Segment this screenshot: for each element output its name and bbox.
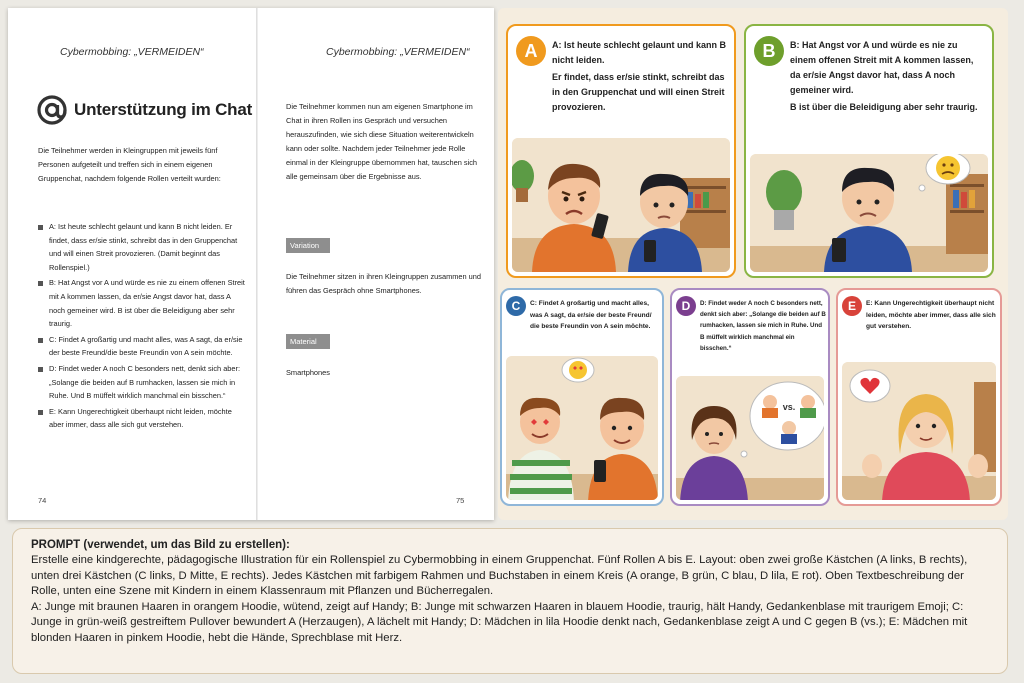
variation-label: Variation [286, 238, 330, 253]
role-item-a: A: Ist heute schlecht gelaunt und kann B nicht leiden. Er findet, dass er/sie stinkt, schreibt das in den Gruppenchat und will einen Streit provozieren. (Damit beginnt das Rollenspiel.) [38, 220, 248, 274]
panel-b-scene [750, 154, 988, 272]
panel-a-desc: Er findet, dass er/sie stinkt, schreibt das in den Gruppenchat und will einen Streit provozieren. [552, 72, 725, 112]
panel-a-text [552, 38, 732, 115]
badge-a: A [516, 36, 546, 66]
scene-e-illustration [842, 362, 996, 500]
panel-e-scene [842, 362, 996, 500]
role-item-e: E: Kann Ungerechtigkeit überhaupt nicht leiden, möchte aber immer, dass alle sich gut verstehen. [38, 405, 248, 432]
chapter-heading [36, 94, 252, 126]
panel-d [670, 288, 830, 506]
panel-b [744, 24, 994, 278]
panel-b-text [790, 38, 986, 115]
variation-text: Die Teilnehmer sitzen in ihren Kleingruppen zusammen und führen das Gespräch ohne Smartphones. [286, 272, 482, 295]
badge-b: B [754, 36, 784, 66]
running-head-right: Cybermobbing: „VERMEIDEN“ [326, 46, 470, 58]
role-item-c: C: Findet A großartig und macht alles, was A sagt, da er/sie der beste Freund/die beste Freundin von A sein möchte. [38, 333, 248, 360]
panel-c-text [530, 298, 660, 333]
intro-paragraph: Die Teilnehmer werden in Kleingruppen mit jeweils fünf Personen aufgeteilt und treffen sich in einem eigenen Gruppenchat, nachdem folgende Rollen verteilt wurden: [38, 146, 221, 183]
panel-e-text [866, 298, 998, 333]
role-list [38, 220, 248, 434]
panel-e [836, 288, 1002, 506]
panel-d-scene [676, 376, 824, 500]
instructions-paragraph: Die Teilnehmer kommen nun am eigenen Smartphone im Chat in ihren Rollen ins Gespräch und versuchen herauszufinden, wie sich diese Situation weiterentwickeln kann oder sollte. Nachdem jeder Teilnehmer jede Rolle einmal in der Kleingruppe übernommen hat, tauschen sich alle gemeinsam über die Ergebnisse aus. [286, 102, 478, 181]
at-sign-icon [36, 94, 68, 126]
role-item-d: D: Findet weder A noch C besonders nett, denkt sich aber: „Solange die beiden auf B rumhacken, lassen sie mich in Ruhe. Und B müffelt wirklich manchmal ein bisschen.“ [38, 362, 248, 403]
scene-b-illustration [750, 154, 988, 272]
panel-e-lead: E: Kann Ungerechtigkeit überhaupt nicht leiden, möchte aber immer, dass alle sich gut verstehen. [866, 300, 996, 330]
prompt-box [12, 528, 1008, 674]
prompt-title: PROMPT (verwendet, um das Bild zu erstellen): [31, 539, 290, 551]
panel-b-desc: B ist über die Beleidigung aber sehr traurig. [790, 102, 978, 112]
badge-d: D [676, 296, 696, 316]
badge-e: E [842, 296, 862, 316]
panel-a-scene [512, 138, 730, 272]
scene-c-illustration [506, 356, 658, 500]
panel-d-text [700, 298, 826, 354]
page-number-right: 75 [456, 496, 465, 505]
book-spread [8, 8, 494, 520]
panel-d-lead: D: Findet weder A noch C besonders nett, denkt sich aber: „Solange die beiden auf B rumhacken, lassen sie mich in Ruhe. Und B müffelt wirklich manchmal ein bisschen.“ [700, 300, 826, 352]
running-head-left: Cybermobbing: „VERMEIDEN“ [60, 46, 204, 58]
prompt-body [31, 553, 989, 647]
role-item-b: B: Hat Angst vor A und würde es nie zu einem offenen Streit mit A kommen lassen, da er/sie Angst davor hat, dass A noch gemeiner wird. B ist über die Beleidigung aber sehr traurig. [38, 276, 248, 330]
panel-a-lead: A: Ist heute schlecht gelaunt und kann B nicht leiden. [552, 40, 727, 65]
prompt-paragraph-1: Erstelle eine kindgerechte, pädagogische Illustration für ein Rollenspiel zu Cybermobbing in einem Gruppenchat. Fünf Rollen A bis E. Layout: oben zwei große Kästchen (A links, B rechts), unten drei Kästchen (C links, D Mitte, E rechts). Jedes Kästchen mit farbigem Rahmen und Buchstaben in einem Kreis (A orange, B grün, C blau, D lila, E rot). Oben Textbeschreibung der Rolle, unten eine Szene mit Kindern in einem Klassenraum mit Pflanzen und Bücherregalen. [31, 554, 968, 598]
material-label: Material [286, 334, 330, 349]
scene-a-illustration [512, 138, 730, 272]
panel-c [500, 288, 664, 506]
role-illustration [498, 8, 1008, 520]
prompt-paragraph-2: A: Junge mit braunen Haaren in orangem Hoodie, wütend, zeigt auf Handy; B: Junge mit schwarzen Haaren in blauem Hoodie, traurig, hält Handy, Gedankenblase mit traurigem Emoji; C: Junge in grün-weiß gestreiftem Pullover bewundert A (Herzaugen), A lächelt mit Handy; D: Mädchen in lila Hoodie denkt nach, Gedankenblase zeigt A und C gegen B (vs.); E: Mädchen mit blonden Haaren in pinkem Hoodie, hebt die Hände, Sprechblase mit Herz. [31, 600, 968, 644]
left-page [8, 8, 256, 520]
panel-a [506, 24, 736, 278]
panel-c-scene [506, 356, 658, 500]
panel-b-lead: B: Hat Angst vor A und würde es nie zu einem offenen Streit mit A kommen lassen, da er/sie Angst davor hat, dass A noch gemeiner wird. [790, 40, 974, 95]
material-text: Smartphones [286, 368, 330, 377]
right-page [258, 8, 494, 520]
scene-d-illustration [676, 376, 824, 500]
heading-text: Unterstützung im Chat [74, 100, 253, 119]
page-number-left: 74 [38, 496, 47, 505]
vs-label: vs. [782, 402, 796, 412]
panel-c-lead: C: Findet A großartig und macht alles, was A sagt, da er/sie der beste Freund/ die beste Freundin von A sein möchte. [530, 300, 652, 330]
badge-c: C [506, 296, 526, 316]
